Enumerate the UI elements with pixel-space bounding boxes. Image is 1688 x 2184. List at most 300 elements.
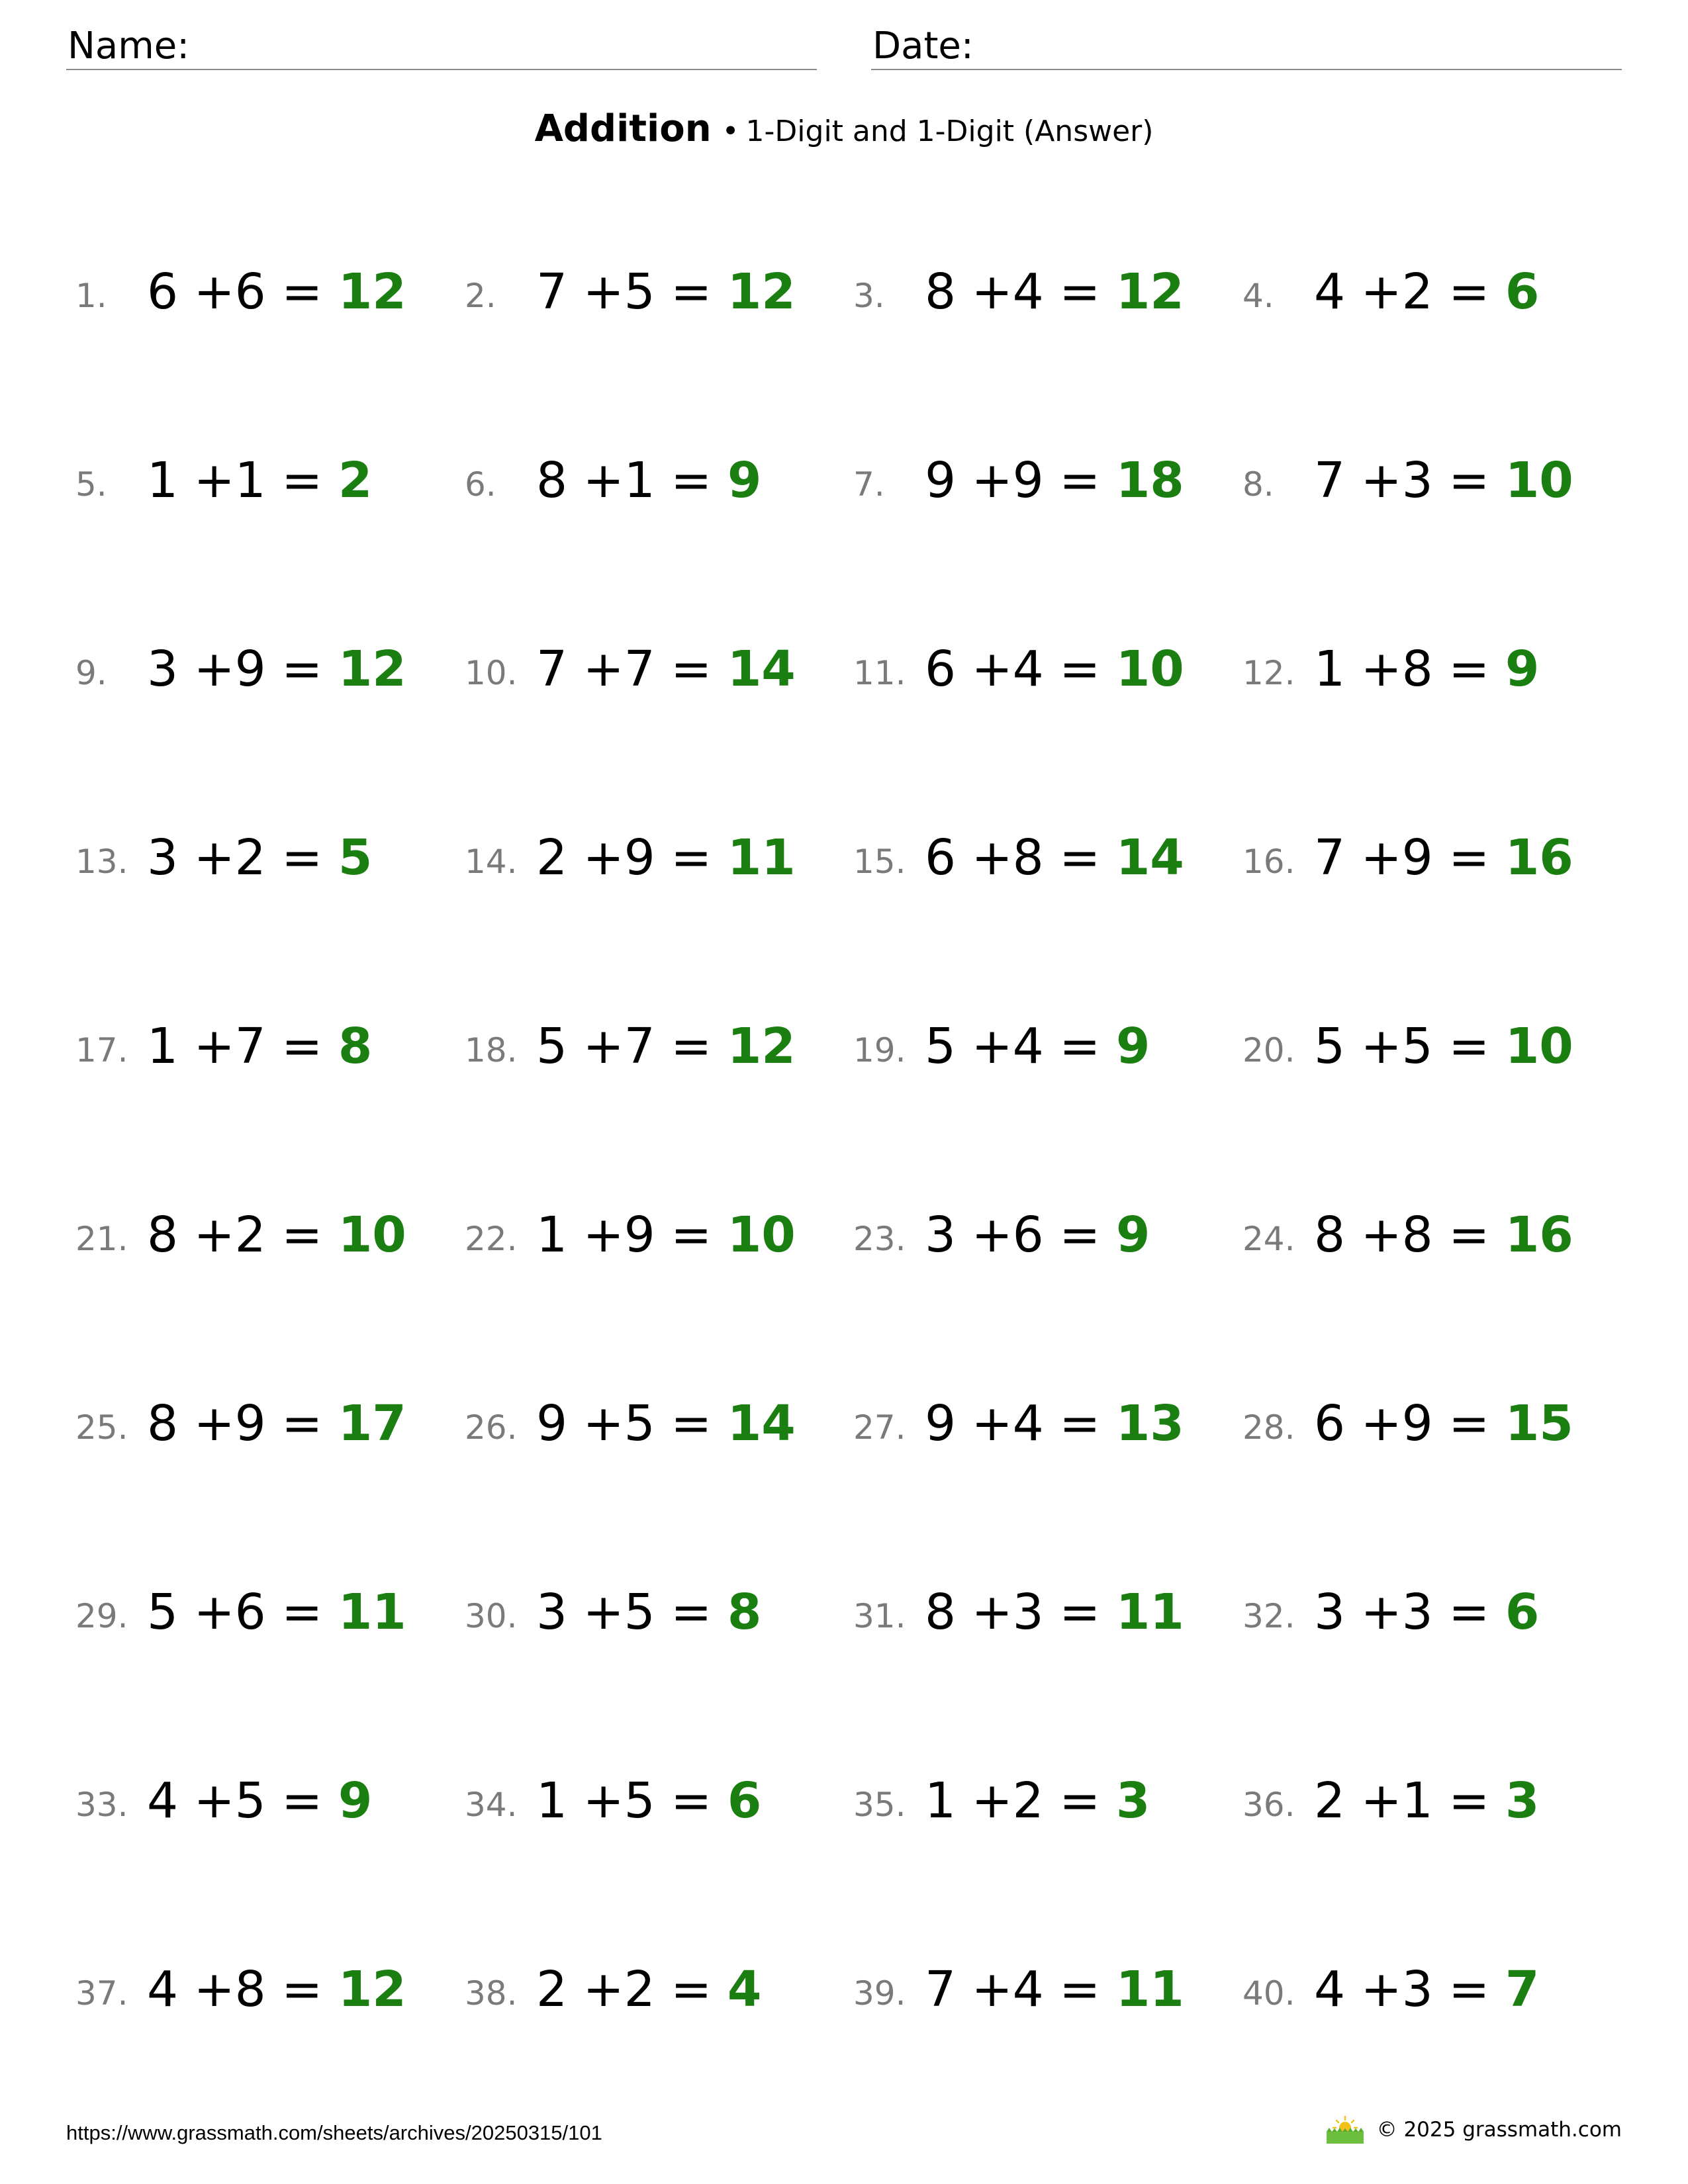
problem-expression bbox=[536, 829, 796, 886]
equals-sign: = bbox=[1448, 263, 1490, 320]
problem-item bbox=[465, 1388, 835, 1461]
problem-item bbox=[465, 445, 835, 518]
addend-b: 9 bbox=[234, 641, 266, 698]
problem-item bbox=[75, 1388, 446, 1461]
equals-sign: = bbox=[671, 1584, 712, 1641]
problem-number: 26. bbox=[465, 1408, 518, 1447]
plus-sign: + bbox=[971, 1961, 1013, 2018]
addend-a: 4 bbox=[1314, 1961, 1346, 2018]
equals-sign: = bbox=[671, 1961, 712, 2018]
problem-item bbox=[853, 823, 1224, 895]
answer: 16 bbox=[1505, 829, 1573, 886]
problem-expression bbox=[147, 1395, 406, 1452]
footer-copyright: © 2025 grassmath.com bbox=[1376, 2118, 1622, 2142]
addend-b: 4 bbox=[1012, 263, 1044, 320]
addend-b: 7 bbox=[234, 1018, 266, 1075]
equals-sign: = bbox=[1059, 641, 1101, 698]
answer: 14 bbox=[1115, 829, 1184, 886]
problem-number: 37. bbox=[75, 1974, 128, 2013]
problem-number: 6. bbox=[465, 465, 496, 504]
plus-sign: + bbox=[193, 1395, 235, 1452]
answer: 9 bbox=[1115, 1018, 1150, 1075]
problem-expression bbox=[925, 829, 1184, 886]
addend-b: 9 bbox=[624, 1206, 655, 1263]
problem-number: 2. bbox=[465, 277, 496, 315]
title-main: Addition bbox=[534, 107, 712, 150]
equals-sign: = bbox=[1448, 1018, 1490, 1075]
addend-a: 1 bbox=[147, 452, 179, 509]
equals-sign: = bbox=[671, 829, 712, 886]
addend-b: 9 bbox=[624, 829, 655, 886]
title-subtitle: 1-Digit and 1-Digit (Answer) bbox=[745, 114, 1154, 148]
problem-item bbox=[465, 634, 835, 707]
addend-a: 7 bbox=[1314, 829, 1346, 886]
addend-b: 5 bbox=[1401, 1018, 1433, 1075]
equals-sign: = bbox=[281, 1018, 323, 1075]
problem-number: 19. bbox=[853, 1031, 906, 1069]
addend-a: 1 bbox=[536, 1772, 568, 1829]
addend-a: 3 bbox=[925, 1206, 957, 1263]
addend-a: 5 bbox=[536, 1018, 568, 1075]
answer: 9 bbox=[1115, 1206, 1150, 1263]
addend-b: 3 bbox=[1401, 1584, 1433, 1641]
addend-a: 2 bbox=[536, 829, 568, 886]
problem-item bbox=[465, 1577, 835, 1650]
addend-a: 6 bbox=[1314, 1395, 1346, 1452]
plus-sign: + bbox=[971, 263, 1013, 320]
problem-item bbox=[75, 1954, 446, 2027]
answer: 12 bbox=[727, 263, 796, 320]
addend-a: 8 bbox=[147, 1395, 179, 1452]
answer: 7 bbox=[1505, 1961, 1540, 2018]
answer: 12 bbox=[338, 263, 406, 320]
addend-b: 9 bbox=[1401, 1395, 1433, 1452]
problem-number: 7. bbox=[853, 465, 885, 504]
problem-number: 3. bbox=[853, 277, 885, 315]
problem-item bbox=[1243, 634, 1613, 707]
problem-expression bbox=[147, 1772, 372, 1829]
problem-number: 27. bbox=[853, 1408, 906, 1447]
equals-sign: = bbox=[1448, 1772, 1490, 1829]
equals-sign: = bbox=[1448, 641, 1490, 698]
problem-item bbox=[853, 1577, 1224, 1650]
addend-b: 1 bbox=[234, 452, 266, 509]
addend-a: 8 bbox=[1314, 1206, 1346, 1263]
plus-sign: + bbox=[193, 1961, 235, 2018]
addend-a: 1 bbox=[925, 1772, 957, 1829]
problem-expression bbox=[536, 1961, 761, 2018]
plus-sign: + bbox=[583, 1584, 624, 1641]
addend-a: 8 bbox=[925, 1584, 957, 1641]
problem-expression bbox=[925, 1395, 1184, 1452]
addend-a: 2 bbox=[536, 1961, 568, 2018]
problem-item bbox=[75, 445, 446, 518]
plus-sign: + bbox=[1360, 1018, 1402, 1075]
addend-a: 7 bbox=[536, 641, 568, 698]
plus-sign: + bbox=[971, 1772, 1013, 1829]
problem-expression bbox=[925, 1584, 1184, 1641]
equals-sign: = bbox=[671, 452, 712, 509]
problem-expression bbox=[536, 1206, 796, 1263]
problem-number: 12. bbox=[1243, 654, 1295, 692]
problem-number: 17. bbox=[75, 1031, 128, 1069]
answer: 2 bbox=[338, 452, 373, 509]
plus-sign: + bbox=[193, 641, 235, 698]
addend-a: 6 bbox=[925, 829, 957, 886]
equals-sign: = bbox=[1448, 1961, 1490, 2018]
answer: 12 bbox=[338, 1961, 406, 2018]
problem-number: 38. bbox=[465, 1974, 518, 2013]
answer: 10 bbox=[338, 1206, 406, 1263]
problem-item bbox=[1243, 445, 1613, 518]
problem-expression bbox=[1314, 1961, 1539, 2018]
addend-b: 7 bbox=[624, 1018, 655, 1075]
addend-a: 5 bbox=[1314, 1018, 1346, 1075]
plus-sign: + bbox=[193, 1584, 235, 1641]
addend-b: 5 bbox=[234, 1772, 266, 1829]
addend-a: 7 bbox=[536, 263, 568, 320]
answer: 12 bbox=[338, 641, 406, 698]
answer: 3 bbox=[1115, 1772, 1150, 1829]
problem-item bbox=[75, 823, 446, 895]
problem-item bbox=[1243, 1577, 1613, 1650]
plus-sign: + bbox=[971, 1395, 1013, 1452]
problem-number: 15. bbox=[853, 842, 906, 881]
problem-expression bbox=[536, 452, 761, 509]
problem-item bbox=[465, 257, 835, 330]
problem-number: 18. bbox=[465, 1031, 518, 1069]
problem-item bbox=[465, 1954, 835, 2027]
plus-sign: + bbox=[583, 1395, 624, 1452]
plus-sign: + bbox=[1360, 452, 1402, 509]
problem-number: 33. bbox=[75, 1786, 128, 1824]
problem-item bbox=[465, 1766, 835, 1839]
plus-sign: + bbox=[583, 1772, 624, 1829]
problem-item bbox=[75, 1200, 446, 1273]
addend-a: 8 bbox=[925, 263, 957, 320]
problem-item bbox=[1243, 1200, 1613, 1273]
answer: 8 bbox=[338, 1018, 373, 1075]
addend-a: 3 bbox=[147, 829, 179, 886]
problem-item bbox=[853, 1388, 1224, 1461]
problem-expression bbox=[147, 1584, 406, 1641]
answer: 14 bbox=[727, 641, 796, 698]
answer: 5 bbox=[338, 829, 373, 886]
answer: 10 bbox=[1505, 452, 1573, 509]
problem-expression bbox=[1314, 641, 1539, 698]
footer-brand bbox=[1324, 2113, 1622, 2146]
answer: 10 bbox=[1505, 1018, 1573, 1075]
addend-b: 5 bbox=[624, 1772, 655, 1829]
equals-sign: = bbox=[1059, 452, 1101, 509]
problem-item bbox=[465, 823, 835, 895]
problem-expression bbox=[925, 1961, 1184, 2018]
equals-sign: = bbox=[1448, 1584, 1490, 1641]
addend-a: 1 bbox=[536, 1206, 568, 1263]
answer: 11 bbox=[338, 1584, 406, 1641]
problem-number: 28. bbox=[1243, 1408, 1295, 1447]
answer: 15 bbox=[1505, 1395, 1573, 1452]
addend-b: 4 bbox=[1012, 1961, 1044, 2018]
addend-b: 1 bbox=[624, 452, 655, 509]
addend-b: 2 bbox=[234, 1206, 266, 1263]
equals-sign: = bbox=[281, 829, 323, 886]
addend-a: 3 bbox=[536, 1584, 568, 1641]
plus-sign: + bbox=[583, 641, 624, 698]
problem-number: 35. bbox=[853, 1786, 906, 1824]
equals-sign: = bbox=[671, 1395, 712, 1452]
addend-a: 9 bbox=[925, 452, 957, 509]
equals-sign: = bbox=[1448, 452, 1490, 509]
problem-item bbox=[1243, 823, 1613, 895]
addend-a: 4 bbox=[147, 1961, 179, 2018]
problem-number: 20. bbox=[1243, 1031, 1295, 1069]
equals-sign: = bbox=[1059, 1961, 1101, 2018]
addend-b: 8 bbox=[1401, 1206, 1433, 1263]
plus-sign: + bbox=[193, 1772, 235, 1829]
problem-number: 39. bbox=[853, 1974, 906, 2013]
plus-sign: + bbox=[193, 263, 235, 320]
plus-sign: + bbox=[1360, 1395, 1402, 1452]
addend-b: 8 bbox=[1012, 829, 1044, 886]
problem-number: 14. bbox=[465, 842, 518, 881]
plus-sign: + bbox=[971, 1018, 1013, 1075]
answer: 11 bbox=[1115, 1961, 1184, 2018]
problem-item bbox=[853, 257, 1224, 330]
equals-sign: = bbox=[1448, 1206, 1490, 1263]
equals-sign: = bbox=[671, 641, 712, 698]
addend-b: 4 bbox=[1012, 1395, 1044, 1452]
problem-expression bbox=[925, 1206, 1150, 1263]
answer: 14 bbox=[727, 1395, 796, 1452]
answer: 12 bbox=[1115, 263, 1184, 320]
addend-b: 1 bbox=[1401, 1772, 1433, 1829]
problem-number: 5. bbox=[75, 465, 107, 504]
plus-sign: + bbox=[1360, 829, 1402, 886]
problem-number: 23. bbox=[853, 1220, 906, 1258]
problem-number: 8. bbox=[1243, 465, 1274, 504]
plus-sign: + bbox=[193, 829, 235, 886]
plus-sign: + bbox=[583, 1961, 624, 2018]
addend-a: 3 bbox=[147, 641, 179, 698]
plus-sign: + bbox=[193, 452, 235, 509]
problem-expression bbox=[1314, 452, 1573, 509]
problem-expression bbox=[1314, 263, 1539, 320]
problem-item bbox=[75, 1011, 446, 1084]
problem-number: 31. bbox=[853, 1597, 906, 1635]
problem-number: 9. bbox=[75, 654, 107, 692]
equals-sign: = bbox=[281, 452, 323, 509]
problem-item bbox=[75, 257, 446, 330]
plus-sign: + bbox=[1360, 1206, 1402, 1263]
addend-b: 3 bbox=[1012, 1584, 1044, 1641]
problem-expression bbox=[147, 1018, 372, 1075]
equals-sign: = bbox=[1059, 1206, 1101, 1263]
addend-b: 5 bbox=[624, 1395, 655, 1452]
plus-sign: + bbox=[193, 1206, 235, 1263]
addend-a: 8 bbox=[147, 1206, 179, 1263]
answer: 11 bbox=[1115, 1584, 1184, 1641]
problem-number: 13. bbox=[75, 842, 128, 881]
addend-b: 5 bbox=[624, 263, 655, 320]
answer: 9 bbox=[338, 1772, 373, 1829]
equals-sign: = bbox=[281, 1584, 323, 1641]
addend-a: 4 bbox=[1314, 263, 1346, 320]
problem-expression bbox=[925, 1772, 1150, 1829]
equals-sign: = bbox=[1448, 1395, 1490, 1452]
equals-sign: = bbox=[671, 263, 712, 320]
equals-sign: = bbox=[1059, 1018, 1101, 1075]
title-separator: • bbox=[722, 114, 739, 148]
equals-sign: = bbox=[1059, 829, 1101, 886]
problem-expression bbox=[536, 1395, 796, 1452]
addend-a: 9 bbox=[925, 1395, 957, 1452]
equals-sign: = bbox=[281, 263, 323, 320]
problem-item bbox=[853, 1011, 1224, 1084]
problem-number: 40. bbox=[1243, 1974, 1295, 2013]
addend-a: 4 bbox=[147, 1772, 179, 1829]
addend-b: 9 bbox=[1012, 452, 1044, 509]
date-label: Date: bbox=[872, 24, 974, 68]
answer: 3 bbox=[1505, 1772, 1540, 1829]
addend-b: 6 bbox=[1012, 1206, 1044, 1263]
problem-expression bbox=[925, 263, 1184, 320]
addend-a: 7 bbox=[925, 1961, 957, 2018]
problem-item bbox=[1243, 1011, 1613, 1084]
addend-b: 2 bbox=[234, 829, 266, 886]
problem-expression bbox=[536, 1772, 761, 1829]
plus-sign: + bbox=[1360, 1961, 1402, 2018]
plus-sign: + bbox=[583, 1018, 624, 1075]
problem-expression bbox=[536, 1018, 796, 1075]
problem-item bbox=[1243, 1388, 1613, 1461]
grass-sun-logo-icon bbox=[1324, 2115, 1366, 2145]
equals-sign: = bbox=[281, 1772, 323, 1829]
problem-expression bbox=[147, 1961, 406, 2018]
equals-sign: = bbox=[1059, 1584, 1101, 1641]
problem-item bbox=[853, 1766, 1224, 1839]
answer: 9 bbox=[1505, 641, 1540, 698]
equals-sign: = bbox=[1059, 263, 1101, 320]
answer: 6 bbox=[1505, 263, 1540, 320]
problem-number: 1. bbox=[75, 277, 107, 315]
plus-sign: + bbox=[1360, 1584, 1402, 1641]
addend-a: 9 bbox=[536, 1395, 568, 1452]
addend-b: 3 bbox=[1401, 1961, 1433, 2018]
problem-item bbox=[1243, 1766, 1613, 1839]
plus-sign: + bbox=[1360, 1772, 1402, 1829]
answer: 17 bbox=[338, 1395, 406, 1452]
plus-sign: + bbox=[193, 1018, 235, 1075]
problem-item bbox=[465, 1200, 835, 1273]
problem-expression bbox=[536, 641, 796, 698]
addend-b: 5 bbox=[624, 1584, 655, 1641]
problem-number: 25. bbox=[75, 1408, 128, 1447]
addend-a: 8 bbox=[536, 452, 568, 509]
problem-expression bbox=[925, 1018, 1150, 1075]
problem-expression bbox=[1314, 1584, 1539, 1641]
plus-sign: + bbox=[583, 263, 624, 320]
problem-number: 11. bbox=[853, 654, 906, 692]
addend-b: 2 bbox=[1012, 1772, 1044, 1829]
problem-number: 22. bbox=[465, 1220, 518, 1258]
addend-a: 7 bbox=[1314, 452, 1346, 509]
addend-a: 5 bbox=[925, 1018, 957, 1075]
addend-b: 2 bbox=[1401, 263, 1433, 320]
problem-expression bbox=[147, 452, 372, 509]
answer: 8 bbox=[727, 1584, 762, 1641]
addend-b: 3 bbox=[1401, 452, 1433, 509]
problem-number: 36. bbox=[1243, 1786, 1295, 1824]
problem-item bbox=[75, 1766, 446, 1839]
problem-expression bbox=[1314, 1772, 1539, 1829]
problem-number: 24. bbox=[1243, 1220, 1295, 1258]
name-label: Name: bbox=[68, 24, 190, 68]
equals-sign: = bbox=[1448, 829, 1490, 886]
answer: 6 bbox=[727, 1772, 762, 1829]
problem-number: 10. bbox=[465, 654, 518, 692]
addend-b: 6 bbox=[234, 1584, 266, 1641]
problem-item bbox=[75, 1577, 446, 1650]
answer: 9 bbox=[727, 452, 762, 509]
problem-item bbox=[853, 634, 1224, 707]
problem-expression bbox=[147, 1206, 406, 1263]
problem-expression bbox=[147, 641, 406, 698]
addend-b: 8 bbox=[1401, 641, 1433, 698]
plus-sign: + bbox=[583, 1206, 624, 1263]
addend-a: 2 bbox=[1314, 1772, 1346, 1829]
plus-sign: + bbox=[583, 829, 624, 886]
problem-expression bbox=[1314, 1395, 1573, 1452]
addend-b: 9 bbox=[1401, 829, 1433, 886]
problem-item bbox=[853, 1954, 1224, 2027]
answer: 4 bbox=[727, 1961, 762, 2018]
problem-number: 4. bbox=[1243, 277, 1274, 315]
footer-url[interactable]: https://www.grassmath.com/sheets/archives/20250315/101 bbox=[66, 2121, 602, 2144]
plus-sign: + bbox=[971, 1584, 1013, 1641]
plus-sign: + bbox=[971, 452, 1013, 509]
answer: 10 bbox=[727, 1206, 796, 1263]
addend-a: 3 bbox=[1314, 1584, 1346, 1641]
problem-number: 30. bbox=[465, 1597, 518, 1635]
problem-number: 34. bbox=[465, 1786, 518, 1824]
equals-sign: = bbox=[671, 1772, 712, 1829]
plus-sign: + bbox=[1360, 263, 1402, 320]
problem-expression bbox=[1314, 1206, 1573, 1263]
addend-a: 5 bbox=[147, 1584, 179, 1641]
equals-sign: = bbox=[281, 1206, 323, 1263]
equals-sign: = bbox=[281, 1961, 323, 2018]
answer: 12 bbox=[727, 1018, 796, 1075]
equals-sign: = bbox=[1059, 1395, 1101, 1452]
addend-b: 4 bbox=[1012, 641, 1044, 698]
addend-b: 7 bbox=[624, 641, 655, 698]
addend-a: 6 bbox=[147, 263, 179, 320]
equals-sign: = bbox=[671, 1018, 712, 1075]
plus-sign: + bbox=[971, 1206, 1013, 1263]
problem-number: 21. bbox=[75, 1220, 128, 1258]
addend-a: 1 bbox=[147, 1018, 179, 1075]
equals-sign: = bbox=[1059, 1772, 1101, 1829]
problem-item bbox=[853, 445, 1224, 518]
equals-sign: = bbox=[671, 1206, 712, 1263]
problem-expression bbox=[1314, 829, 1573, 886]
problem-item bbox=[75, 634, 446, 707]
equals-sign: = bbox=[281, 1395, 323, 1452]
answer: 18 bbox=[1115, 452, 1184, 509]
plus-sign: + bbox=[583, 452, 624, 509]
addend-b: 4 bbox=[1012, 1018, 1044, 1075]
